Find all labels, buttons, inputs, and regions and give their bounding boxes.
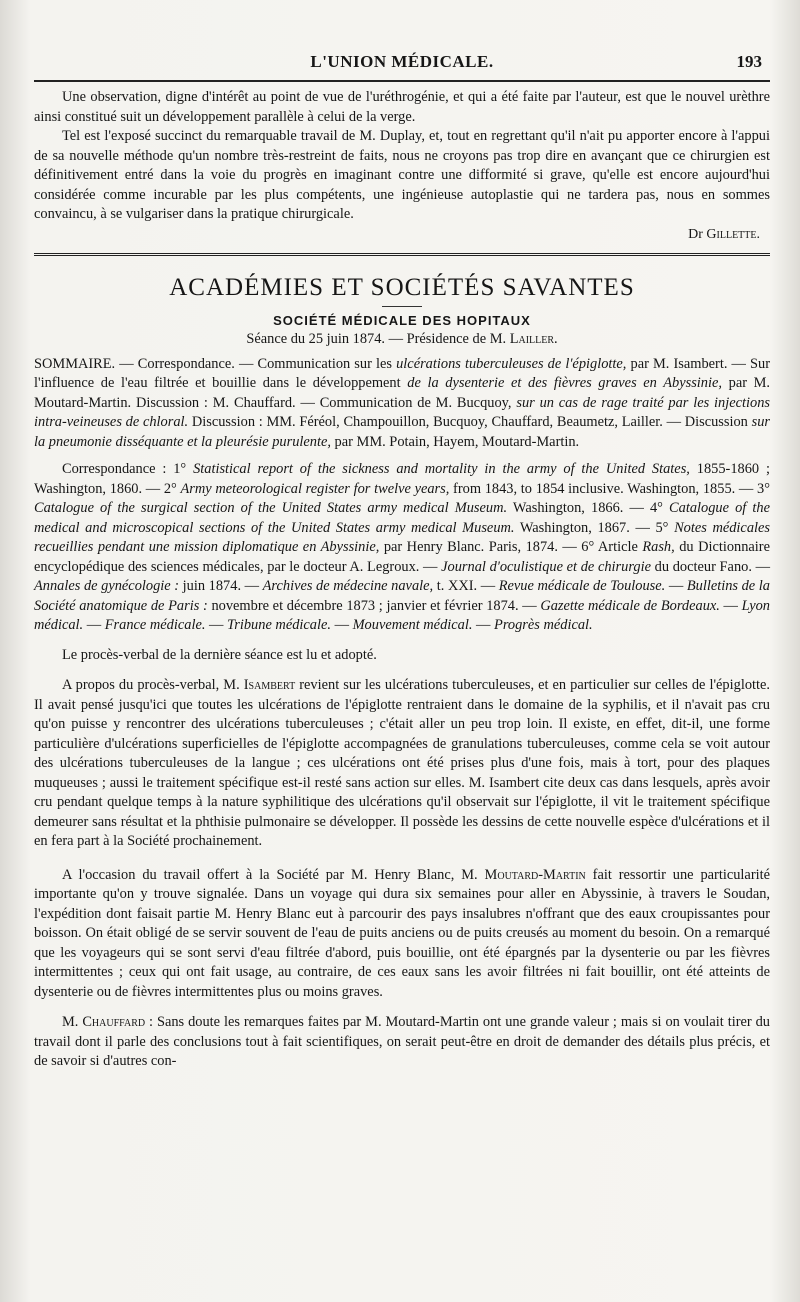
speaker-name: Chauffard bbox=[82, 1014, 146, 1030]
society-heading: SOCIÉTÉ MÉDICALE DES HOPITAUX bbox=[273, 312, 531, 328]
para-text: M. bbox=[62, 1014, 83, 1030]
journal-title: L'UNION MÉDICALE. bbox=[310, 52, 494, 71]
corr-text: — bbox=[665, 578, 687, 594]
speaker-name: Isambert bbox=[243, 677, 296, 693]
corr-text: Washington, 1867. — 5° bbox=[514, 519, 675, 536]
summary-topic: ulcérations tuberculeuses de l'épiglotte, bbox=[396, 355, 627, 372]
speaker-name: Moutard-Martin bbox=[484, 866, 586, 883]
section-title: ACADÉMIES ET SOCIÉTÉS SAVANTES bbox=[169, 273, 635, 301]
corr-title: Gazette médicale de Bordeaux. bbox=[540, 597, 720, 614]
header-rule bbox=[34, 80, 770, 82]
summary-topic: sur un cas de rage traité par les injections intra-veineuses de chloral. bbox=[34, 394, 770, 430]
signature-name: Gillette. bbox=[706, 226, 760, 242]
corr-title: Lyon médical. bbox=[34, 597, 770, 633]
corr-text: from 1843, to 1854 inclusive. Washington, 1855. — 3° bbox=[449, 480, 770, 497]
corr-text: par Henry Blanc. Paris, 1874. — 6° Article bbox=[379, 539, 643, 555]
session-president: Lailler. bbox=[509, 330, 558, 347]
corr-text: — bbox=[330, 617, 353, 633]
minutes-paragraph: Le procès-verbal de la dernière séance est lu et adopté. bbox=[62, 646, 377, 663]
session-text: Séance du 25 juin 1874. — Présidence de M. bbox=[246, 330, 510, 347]
corr-title: Catalogue of the medical and microscopical sections of the United States army medical Museum. bbox=[34, 500, 770, 536]
corr-text: du Dictionnaire encyclopédique des sciences médicales, par le docteur A. Legroux. — bbox=[34, 539, 770, 575]
chauffard-paragraph bbox=[34, 1013, 770, 1072]
section-divider bbox=[34, 253, 770, 256]
summary-label: SOMMAIRE. bbox=[34, 355, 116, 372]
isambert-paragraph bbox=[34, 676, 770, 852]
para-text: A l'occasion du travail offert à la Société par M. Henry Blanc, M. bbox=[62, 866, 485, 883]
running-head bbox=[34, 0, 770, 80]
para-text: fait ressortir une particularité importante qu'on y trouve signalée. Dans un voyage qui dura six semaines pour aller en Abyssinie, à travers le Soudan, l'expédition dont faisait partie M. Henry Blanc eut à parcourir des pays insalubres n'offrant que des eaux croupissantes pour boisson. On était obligé de se servir souvent de l'eau de puits anciens ou de puits creusés au moment du besoin. On a remarqué que les voyageurs qui se sont servi d'eau filtrée d'abord, puis bouillie, ont été épargnés par la dysenterie ou par les fièvres intermittentes ; ceux qui ont fait usage, au contraire, de ces eaux sans les avoir filtrées ni fait bouillir, ont été atteints de dysenterie ou de fièvres intermittentes plus ou moins graves. bbox=[34, 866, 770, 1000]
corr-title: Annales de gynécologie : bbox=[34, 578, 180, 594]
corr-title: Catalogue of the surgical section of the United States army medical Museum. bbox=[34, 500, 508, 516]
article-paragraph: Une observation, digne d'intérêt au point de vue de l'uréthrogénie, et qui a été faite par l'auteur, est que le nouvel urèthre ainsi constitué suit un développement parallèle à celui de la verge. bbox=[34, 89, 770, 125]
corr-title: Army meteorological register for twelve years, bbox=[180, 480, 450, 497]
article-signature bbox=[34, 227, 760, 243]
correspondence-paragraph bbox=[34, 460, 770, 636]
article-paragraph: Tel est l'exposé succinct du remarquable travail de M. Duplay, et, tout en regrettant qu'il n'ait pu apporter encore à l'appui de sa nouvelle méthode qu'un nombre très-restreint de faits, nous ne croyons pas trop dire en avançant que ce chirurgien est définitivement entré dans la voie du progrès en imaginant contre une difformité si grave, qu'elle est encore aujourd'hui considérée comme incurable par les plus compétents, une ingénieuse autoplastie qui ne tardera pas, nous en sommes convaincu, à se vulgariser dans la pratique chirurgicale. bbox=[34, 128, 770, 222]
corr-text: t. XXI. — bbox=[433, 578, 499, 594]
corr-title: Bulletins de la Société anatomique de Paris : bbox=[34, 578, 770, 614]
corr-title: Notes médicales recueillies pendant une mission diplomatique en Abyssinie, bbox=[34, 519, 771, 555]
summary-topic: de la dysenterie et des fièvres graves en Abyssinie, bbox=[407, 375, 722, 391]
corr-title: France médicale. bbox=[104, 617, 206, 633]
moutard-paragraph bbox=[34, 866, 770, 1003]
corr-title: Rash, bbox=[642, 539, 675, 555]
corr-title: Progrès médical. bbox=[494, 617, 593, 633]
page-number: 193 bbox=[736, 52, 762, 71]
corr-text: novembre et décembre 1873 ; janvier et février 1874. — bbox=[207, 597, 541, 614]
session-line bbox=[34, 331, 770, 348]
corr-text: — bbox=[83, 617, 105, 633]
corr-title: Revue médicale de Toulouse. bbox=[498, 578, 666, 594]
corr-text: du docteur Fano. — bbox=[651, 558, 770, 575]
corr-title: Tribune médicale. bbox=[227, 617, 331, 633]
corr-text: — bbox=[719, 597, 742, 614]
corr-text: juin 1874. — bbox=[179, 578, 263, 594]
corr-text: Washington, 1866. — 4° bbox=[507, 500, 670, 516]
corr-title: Statistical report of the sickness and mortality in the army of the United States, bbox=[193, 461, 690, 477]
para-text: A propos du procès-verbal, M. bbox=[62, 677, 244, 693]
corr-title: Journal d'oculistique et de chirurgie bbox=[441, 558, 651, 575]
summary-topic: sur la pneumonie disséquante et la pleurésie purulente, bbox=[34, 414, 770, 450]
corr-text: Correspondance : 1° bbox=[62, 461, 194, 477]
title-rule bbox=[382, 306, 422, 307]
corr-text: — bbox=[205, 617, 228, 633]
corr-title: Mouvement médical. bbox=[352, 617, 473, 633]
summary-text: Discussion : MM. Féréol, Champouillon, Bucquoy, Chauffard, Beaumetz, Lailler. — Discussion bbox=[188, 414, 752, 430]
para-text: : Sans doute les remarques faites par M. Moutard-Martin ont une grande valeur ; mais si on voulait tirer du travail dont il parle des conclusions tout à fait scientifiques, on serait peut-être en droit de demander des détails plus précis, et de savoir si d'autres con- bbox=[34, 1014, 770, 1069]
summary-paragraph bbox=[34, 355, 770, 453]
corr-text: 1855-1860 ; Washington, 1860. — 2° bbox=[34, 461, 770, 497]
signature-title: Dr bbox=[688, 226, 703, 242]
para-text: revient sur les ulcérations tuberculeuses, et en particulier sur celles de l'épiglotte. Il avait pensé jusqu'ici que toutes les ulcérations de l'épiglotte rentraient dans le domaine de la syphilis, et il n'avait pas cru qu'on puisse y rencontrer des ulcérations tuberculeuses ; c'était aller un peu trop loin. Il existe, en effet, dit-il, une forme particulière d'ulcérations superficielles de l'épiglotte accompagnées de granulations tuberculeuses, comme cela se voit autour des ulcérations tuberculeuses de la langue ; ces ulcérations ont été prises plus d'une fois, mais à tort, pour des plaques muqueuses ; aussi le traitement spécifique est-il resté sans action sur elles. M. Isambert cite deux cas dans lesquels, après avoir cru pendant quelque temps à la nature syphilitique des ulcérations qu'il observait sur l'épiglotte, il vit le traitement spécifique demeurer sans résultat et la phthisie pulmonaire se développer. Il possède les dessins de cette nouvelle espèce d'ulcérations et il en fera part à la Société prochainement. bbox=[34, 677, 770, 849]
corr-title: Archives de médecine navale, bbox=[262, 578, 434, 594]
summary-text: — Correspondance. — Communication sur les bbox=[115, 355, 397, 372]
summary-text: par M. Isambert. — Sur l'influence de l'eau filtrée et bouillie dans le développement bbox=[34, 355, 771, 391]
corr-text: — bbox=[472, 617, 495, 633]
summary-text: par M. Moutard-Martin. Discussion : M. Chauffard. — Communication de M. Bucquoy, bbox=[34, 375, 771, 411]
summary-text: par MM. Potain, Hayem, Moutard-Martin. bbox=[330, 433, 580, 450]
